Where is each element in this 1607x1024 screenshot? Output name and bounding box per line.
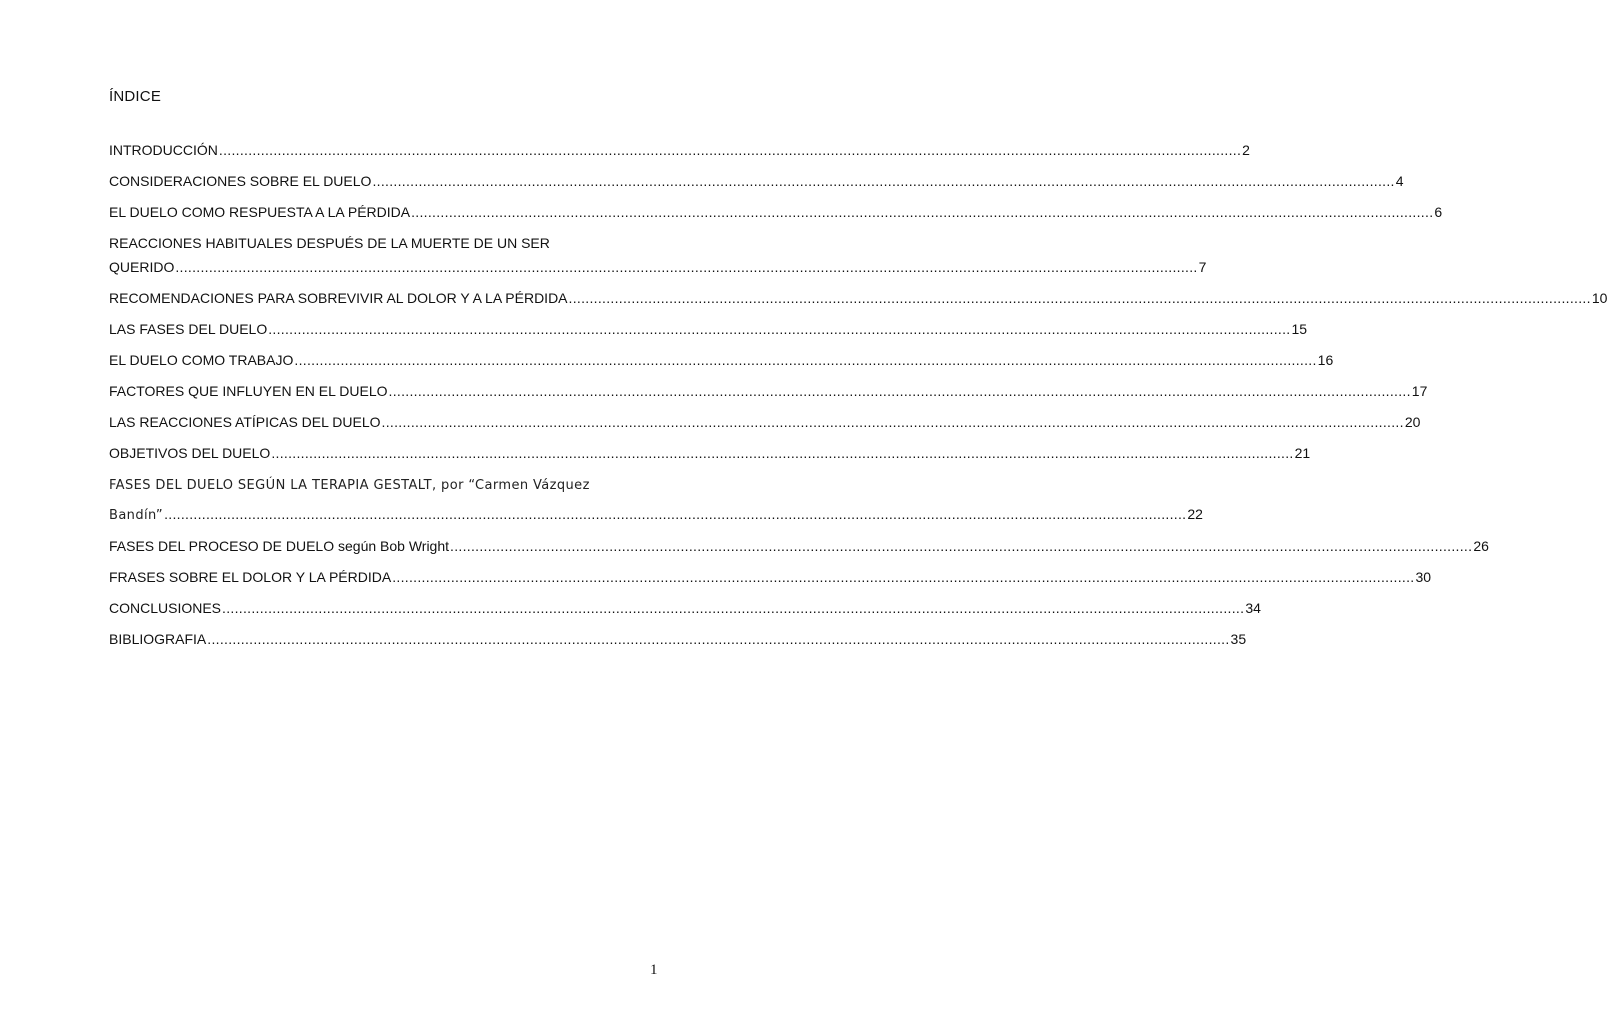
toc-page-number: 17	[1411, 383, 1428, 399]
toc-page-number: 7	[1198, 259, 1207, 275]
toc-leader: ....................................................................................................................................................................................................................................................	[207, 631, 1230, 647]
toc-leader: ....................................................................................................................................................................................................................................................	[271, 445, 1294, 461]
toc-page-number: 22	[1187, 506, 1203, 522]
toc-page-number: 26	[1473, 538, 1489, 554]
toc-leader: ....................................................................................................................................................................................................................................................	[450, 538, 1473, 554]
toc-leader: ....................................................................................................................................................................................................................................................	[388, 383, 1411, 399]
table-of-contents	[109, 138, 1607, 658]
toc-entry-title-line1: FASES DEL DUELO SEGÚN LA TERAPIA GESTALT, por “Carmen Vázquez	[109, 478, 590, 493]
toc-entry-title: EL DUELO COMO RESPUESTA A LA PÉRDIDA	[109, 204, 411, 220]
toc-entry-fases-duelo	[109, 317, 1308, 348]
toc-entry-bob-wright	[109, 534, 1489, 565]
toc-entry-duelo-respuesta	[109, 200, 1443, 231]
toc-entry-factores	[109, 379, 1428, 410]
page-title: ÍNDICE	[109, 88, 162, 105]
toc-leader: ....................................................................................................................................................................................................................................................	[268, 321, 1291, 337]
toc-entry-reacciones-habituales	[109, 231, 1207, 286]
toc-entry-title-line1: REACCIONES HABITUALES DESPUÉS DE LA MUERTE DE UN SER	[109, 235, 550, 251]
toc-leader: ....................................................................................................................................................................................................................................................	[568, 290, 1591, 306]
toc-page-number: 4	[1395, 173, 1404, 189]
toc-page-number: 30	[1415, 569, 1432, 585]
toc-leader: ....................................................................................................................................................................................................................................................	[164, 506, 1187, 522]
toc-entry-frases	[109, 565, 1432, 596]
toc-entry-title: LAS FASES DEL DUELO	[109, 321, 268, 337]
toc-entry-title: LAS REACCIONES ATÍPICAS DEL DUELO	[109, 414, 381, 430]
toc-entry-gestalt	[109, 472, 1203, 534]
toc-page-number: 2	[1242, 142, 1250, 158]
toc-entry-title: EL DUELO COMO TRABAJO	[109, 352, 294, 368]
toc-entry-title: FRASES SOBRE EL DOLOR Y LA PÉRDIDA	[109, 569, 392, 585]
toc-leader: ....................................................................................................................................................................................................................................................	[175, 259, 1198, 275]
toc-leader: ....................................................................................................................................................................................................................................................	[381, 414, 1404, 430]
toc-page-number: 15	[1291, 321, 1308, 337]
toc-entry-title-line2: QUERIDO	[109, 259, 175, 275]
toc-leader: ....................................................................................................................................................................................................................................................	[218, 142, 1242, 158]
toc-page-number: 34	[1245, 600, 1261, 616]
toc-leader: ....................................................................................................................................................................................................................................................	[294, 352, 1317, 368]
toc-page-number: 6	[1434, 204, 1443, 220]
toc-page-number: 21	[1294, 445, 1311, 461]
toc-leader: ....................................................................................................................................................................................................................................................	[222, 600, 1245, 616]
toc-entry-recomendaciones	[109, 286, 1607, 317]
toc-entry-title: CONCLUSIONES	[109, 600, 222, 616]
toc-page-number: 20	[1404, 414, 1421, 430]
toc-entry-title: FASES DEL PROCESO DE DUELO según Bob Wright	[109, 538, 450, 554]
toc-entry-conclusiones	[109, 596, 1261, 627]
toc-entry-title: OBJETIVOS DEL DUELO	[109, 445, 271, 461]
toc-page-number: 16	[1317, 352, 1334, 368]
toc-leader: ....................................................................................................................................................................................................................................................	[372, 173, 1395, 189]
toc-entry-title-line2: Bandín”	[109, 508, 164, 523]
toc-entry-introduccion	[109, 138, 1250, 169]
toc-entry-duelo-trabajo	[109, 348, 1334, 379]
toc-entry-title: INTRODUCCIÓN	[109, 142, 218, 158]
toc-entry-title: RECOMENDACIONES PARA SOBREVIVIR AL DOLOR Y A LA PÉRDIDA	[109, 290, 568, 306]
toc-entry-reacciones-atipicas	[109, 410, 1421, 441]
toc-entry-objetivos	[109, 441, 1311, 472]
toc-entry-bibliografia	[109, 627, 1247, 658]
toc-leader: ....................................................................................................................................................................................................................................................	[392, 569, 1415, 585]
toc-entry-title: CONSIDERACIONES SOBRE EL DUELO	[109, 173, 372, 189]
toc-entry-title: BIBLIOGRAFIA	[109, 631, 207, 647]
page-number: 1	[650, 962, 658, 978]
toc-entry-title: FACTORES QUE INFLUYEN EN EL DUELO	[109, 383, 388, 399]
toc-page-number: 35	[1230, 631, 1247, 647]
toc-page-number: 10	[1591, 290, 1607, 306]
toc-leader: ....................................................................................................................................................................................................................................................	[411, 204, 1434, 220]
toc-entry-consideraciones	[109, 169, 1404, 200]
